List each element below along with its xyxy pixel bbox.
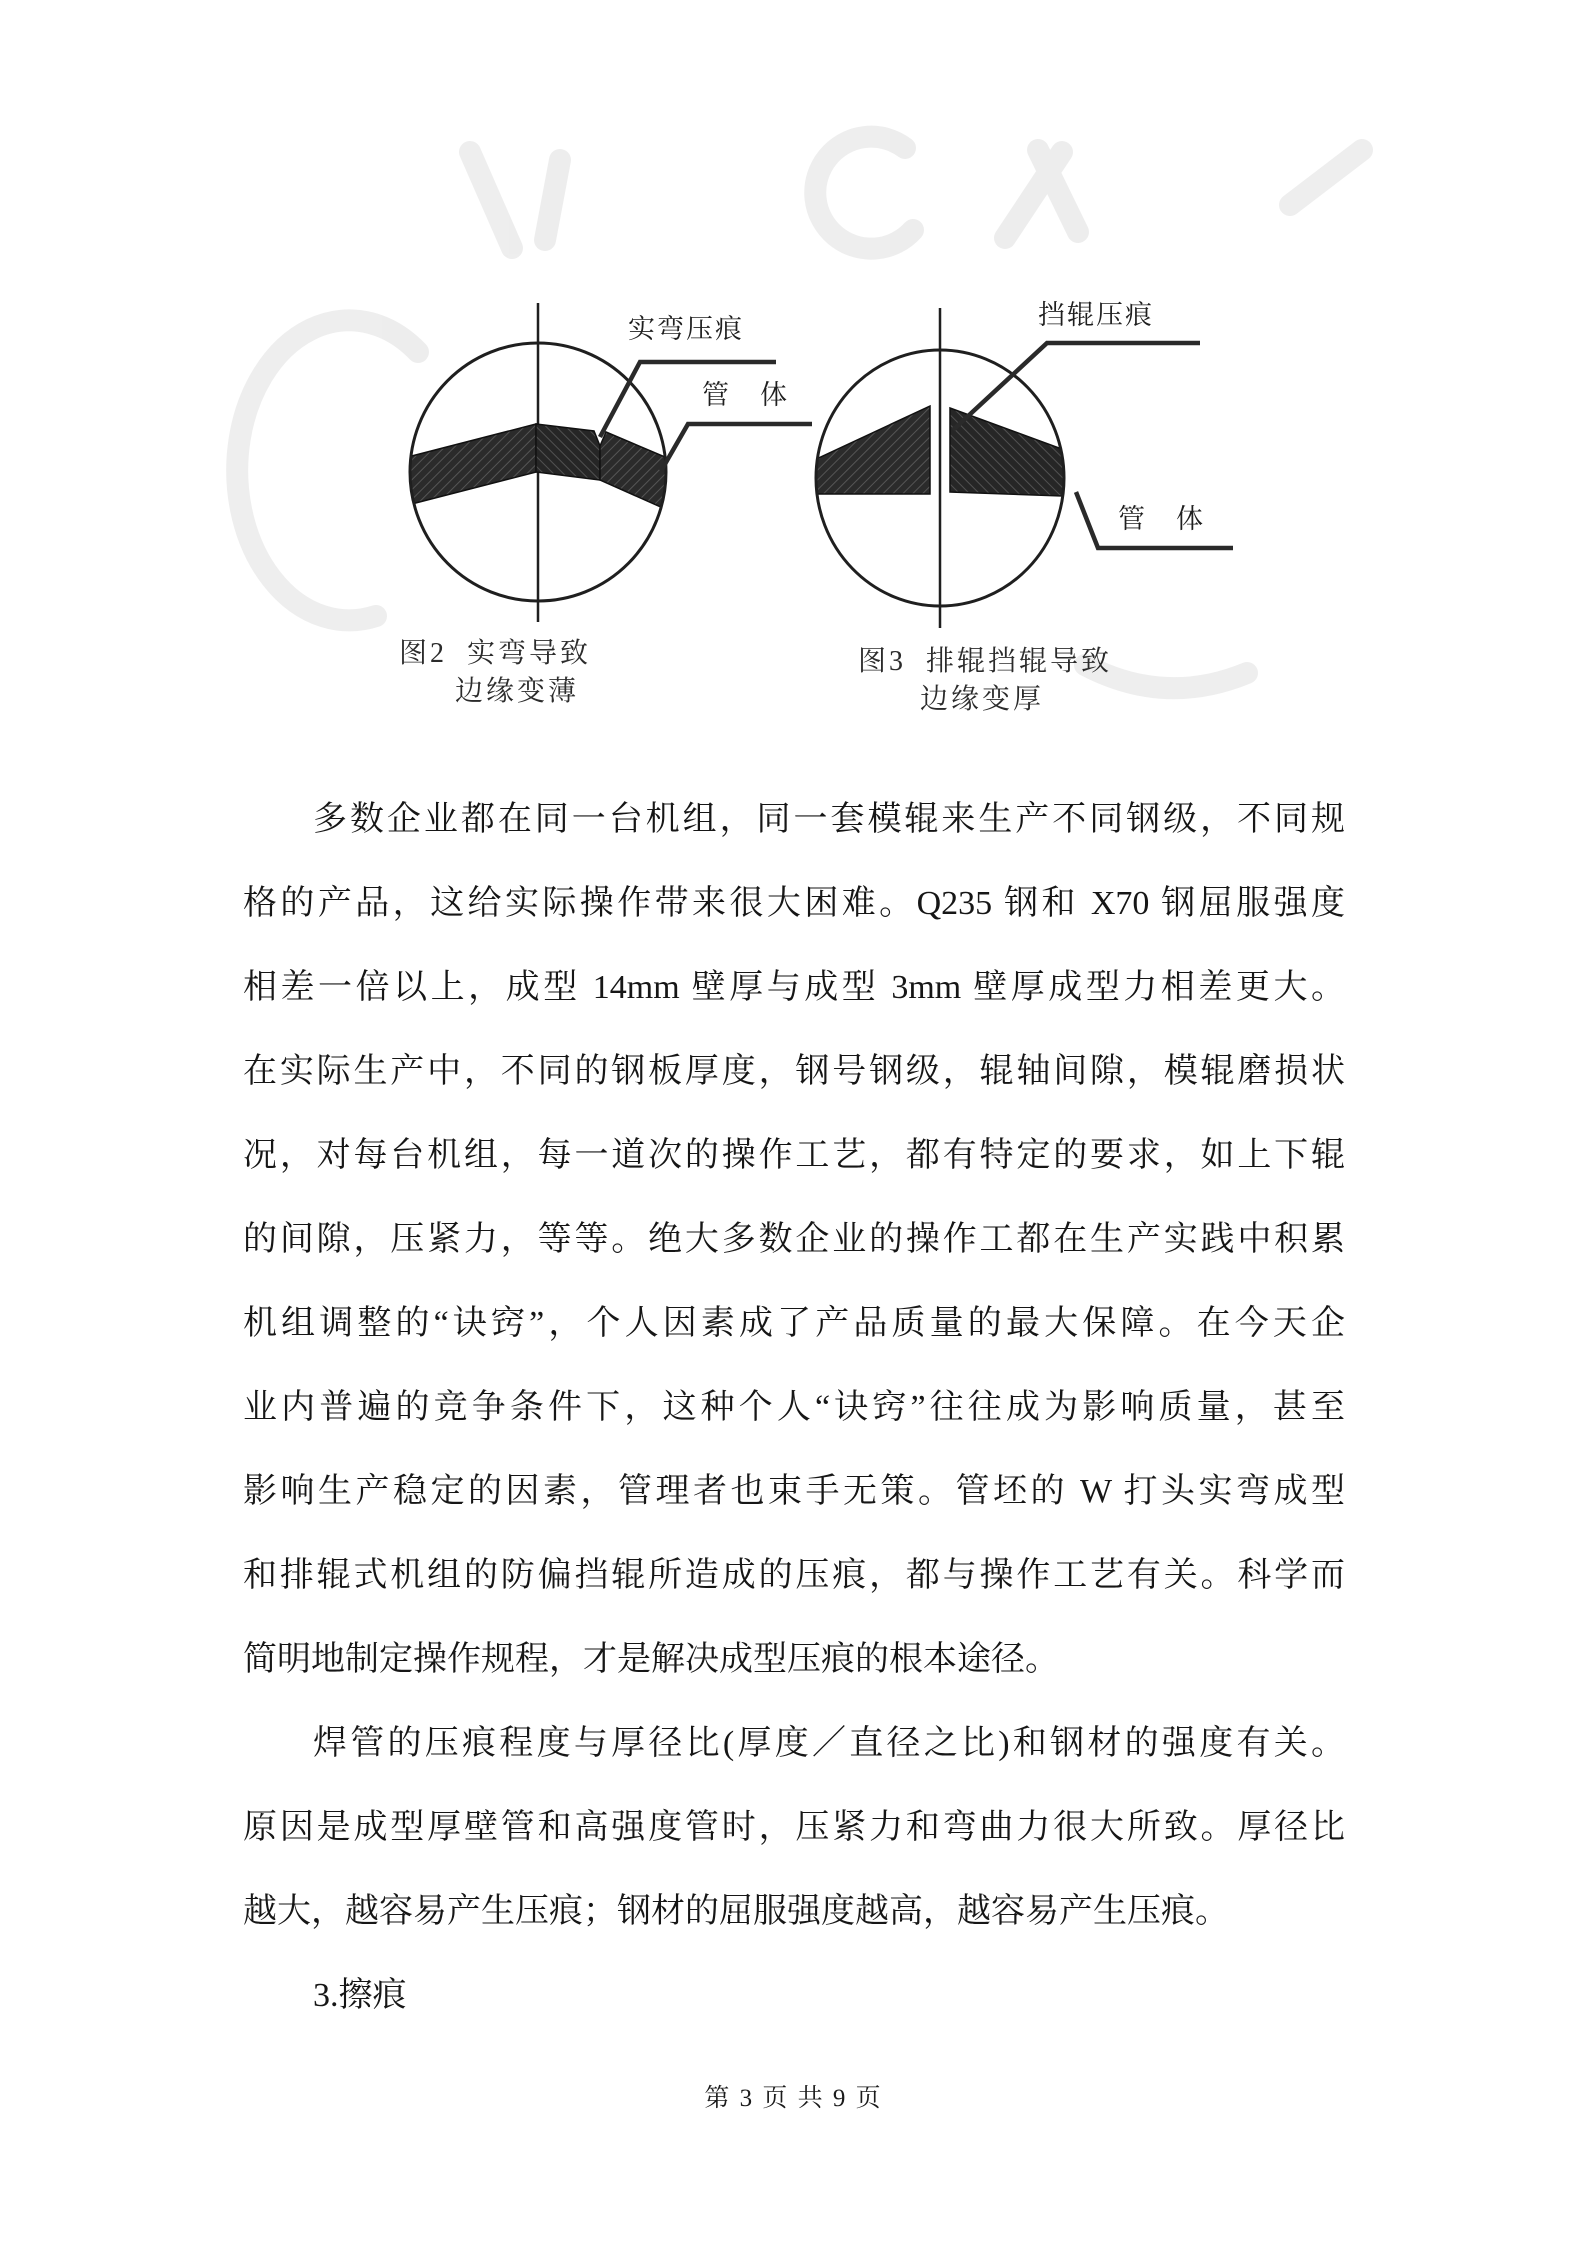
body-line: 简明地制定操作规程，才是解决成型压痕的根本途径。 — [243, 1641, 1059, 1678]
body-line: 机组调整的“诀窍”，个人因素成了产品质量的最大保障。在今天企 — [243, 1305, 1345, 1342]
watermark-artifact — [237, 137, 1362, 689]
body-line: 相差一倍以上，成型 14mm 壁厚与成型 3mm 壁厚成型力相差更大。 — [243, 969, 1345, 1006]
body-text — [243, 778, 1345, 2038]
fig3-caption-line2: 边缘变厚 — [920, 684, 1045, 715]
body-line: 格的产品，这给实际操作带来很大困难。Q235 钢和 X70 钢屈服强度 — [243, 885, 1345, 922]
fig3-body-label: 管 体 — [1118, 504, 1205, 534]
figures-drawing — [0, 0, 1587, 760]
body-line: 况，对每台机组，每一道次的操作工艺，都有特定的要求，如上下辊 — [243, 1137, 1345, 1174]
figure-2-pipe-section — [404, 303, 812, 622]
fig3-indent-label: 挡辊压痕 — [1038, 300, 1154, 330]
figure-3-pipe-section — [810, 308, 1233, 628]
fig3-caption-line1: 图3 排辊挡辊导致 — [858, 646, 1113, 677]
body-line: 影响生产稳定的因素，管理者也束手无策。管坯的 W 打头实弯成型 — [243, 1473, 1345, 1510]
section-heading-3: 3.擦痕 — [313, 1977, 407, 2014]
fig2-body-leader-line — [661, 424, 812, 471]
body-line: 原因是成型厚壁管和高强度管时，压紧力和弯曲力很大所致。厚径比 — [243, 1809, 1345, 1846]
body-line: 多数企业都在同一台机组，同一套模辊来生产不同钢级，不同规 — [313, 801, 1345, 838]
body-line: 在实际生产中，不同的钢板厚度，钢号钢级，辊轴间隙，模辊磨损状 — [243, 1053, 1345, 1090]
fig2-body-label: 管 体 — [702, 380, 789, 410]
fig2-indent-label: 实弯压痕 — [628, 314, 744, 344]
body-line: 和排辊式机组的防偏挡辊所造成的压痕，都与操作工艺有关。科学而 — [243, 1557, 1345, 1594]
body-line: 的间隙，压紧力，等等。绝大多数企业的操作工都在生产实践中积累 — [243, 1221, 1345, 1258]
body-line: 业内普遍的竞争条件下，这种个人“诀窍”往往成为影响质量，甚至 — [243, 1389, 1345, 1426]
fig2-caption-line1: 图2 实弯导致 — [399, 638, 592, 669]
body-line: 焊管的压痕程度与厚径比(厚度／直径之比)和钢材的强度有关。 — [313, 1725, 1345, 1762]
page-number: 第 3 页 共 9 页 — [704, 2085, 883, 2112]
body-line: 越大，越容易产生压痕；钢材的屈服强度越高，越容易产生压痕。 — [243, 1893, 1229, 1930]
fig3-indent-leader-line — [953, 343, 1200, 430]
fig2-caption-line2: 边缘变薄 — [455, 676, 580, 707]
